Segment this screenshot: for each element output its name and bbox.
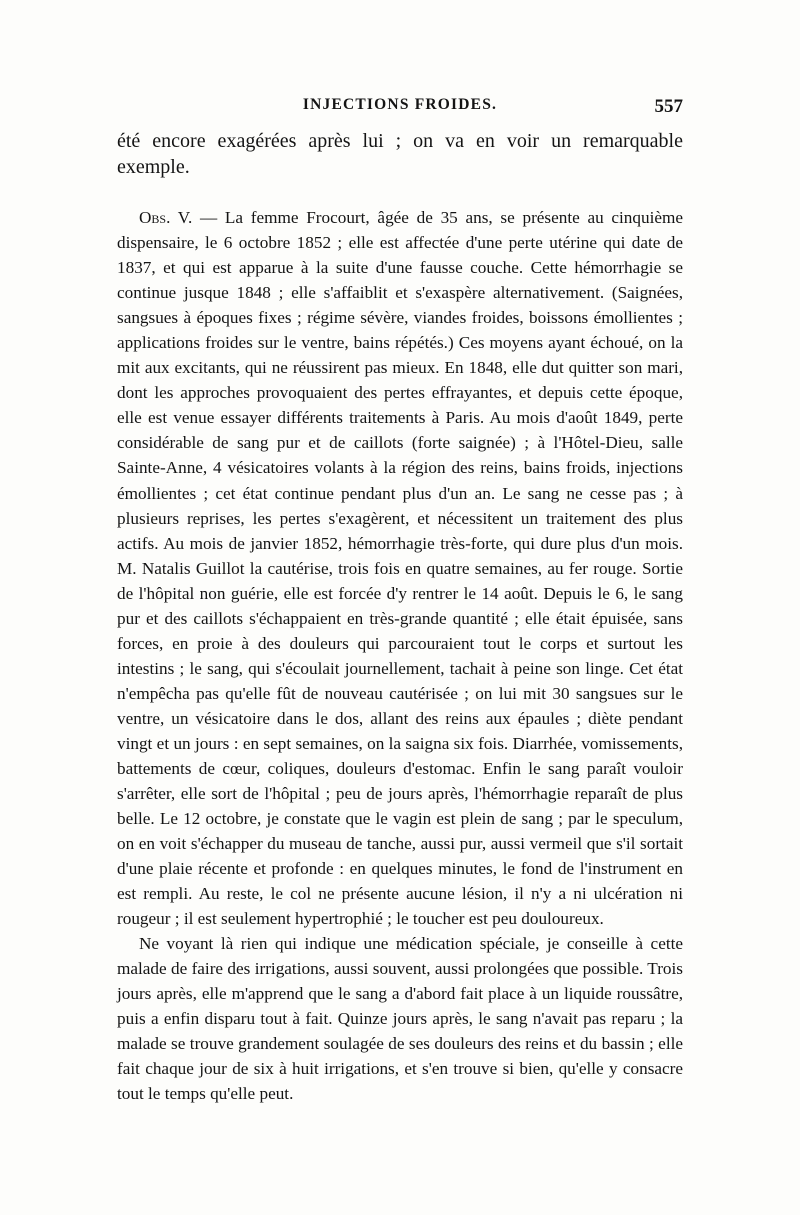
observation-text: — La femme Frocourt, âgée de 35 ans, se présente au cinquième dispensaire, le 6 octobre 1852 ; elle est affectée d'une perte utérine qui date de 1837, et qui est apparue à la suite d'une fausse couche. Cette hémorrhagie se continue jusque 1848 ; elle s'affaiblit et s'exaspère alternativement. (Saignées, sangsues à époques fixes ; régime sévère, viandes froides, boissons émollientes ; applications froides sur le ventre, bains répétés.) Ces moyens ayant échoué, on la mit aux excitants, qui ne réussirent pas mieux. En 1848, elle dut quitter son mari, dont les approches provoquaient des pertes effrayantes, et depuis cette époque, elle est venue essayer différents traitements à Paris. Au mois d'août 1849, perte considérable de sang pur et de caillots (forte saignée) ; à l'Hôtel-Dieu, salle Sainte-Anne, 4 vésicatoires volants à la région des reins, bains froids, injections émollientes ; cet état continue pendant plus d'un an. Le sang ne cesse pas ; à plusieurs reprises, les pertes s'exagèrent, et nécessitent un traitement des plus actifs. Au mois de janvier 1852, hémorrhagie très-forte, qui dure plus d'un mois. M. Natalis Guillot la cautérise, trois fois en quatre semaines, au fer rouge. Sortie de l'hôpital non guérie, elle est forcée d'y rentrer le 14 août. Depuis le 6, le sang pur et des caillots s'échappaient en très-grande quantité ; elle était épuisée, sans forces, en proie à des douleurs qui parcouraient tout le corps et surtout les intestins ; le sang, qui s'écoulait journellement, tachait à peine son linge. Cet état n'empêcha pas qu'elle fût de nouveau cautérisée ; on lui mit 30 sangsues sur le ventre, un vésicatoire dans le dos, allant des reins aux épaules ; diète pendant vingt et un jours : en sept semaines, on la saigna six fois. Diarrhée, vomissements, battements de cœur, coliques, douleurs d'estomac. Enfin le sang paraît vouloir s'arrêter, elle sort de l'hôpital ; peu de jours après, l'hémorrhagie reparaît de plus belle. Le 12 octobre, je constate que le vagin est plein de sang ; par le speculum, on en voit s'échapper du museau de tanche, aussi pur, aussi vermeil que s'il sortait d'une plaie récente et profonde : en quelques minutes, le fond de l'instrument en est rempli. Au reste, le col ne présente aucune lésion, il n'y a ni ulcération ni rougeur ; il est seulement hypertrophié ; le toucher est peu douloureux.: [117, 208, 683, 929]
intro-paragraph: été encore exagérées après lui ; on va en voir un remarquable exemple.: [117, 130, 683, 178]
observation-paragraph: [117, 205, 683, 931]
observation-label: Obs. V.: [139, 208, 193, 227]
running-head: [117, 96, 683, 120]
running-title: INJECTIONS FROIDES.: [302, 96, 498, 113]
conclusion-paragraph: Ne voyant là rien qui indique une médication spéciale, je conseille à cette malade de faire des irrigations, aussi souvent, aussi prolongées que possible. Trois jours après, elle m'apprend que le sang a d'abord fait place à un liquide roussâtre, puis a enfin disparu tout à fait. Quinze jours après, le sang n'avait pas reparu ; la malade se trouve grandement soulagée de ses douleurs des reins et du bassin ; elle fait chaque jour de six à huit irrigations, et s'en trouve si bien, qu'elle y consacre tout le temps qu'elle peut.: [117, 934, 683, 1104]
page-number: 557: [654, 96, 683, 117]
